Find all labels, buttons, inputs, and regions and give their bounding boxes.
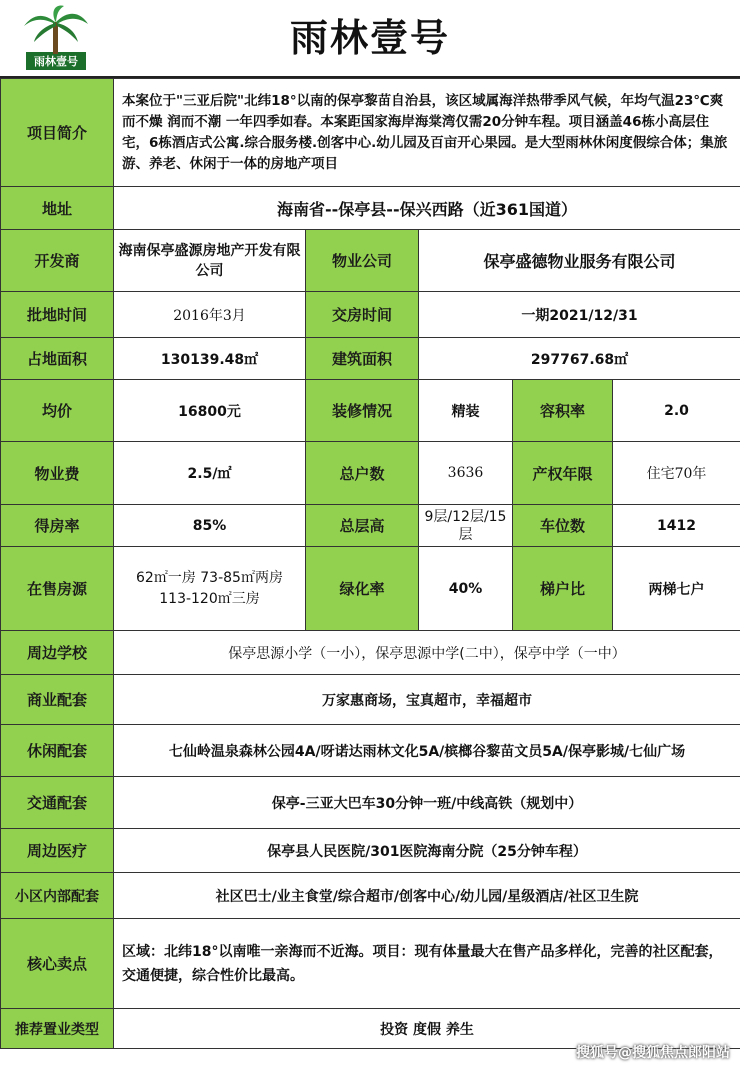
transport-label: 交通配套 — [1, 777, 114, 829]
efficiency-value: 85% — [114, 505, 306, 547]
table-row — [1, 829, 740, 873]
intro-text: 本案位于"三亚后院"北纬18°以南的保亭黎苗自治县，该区域属海洋热带季风气候，年均气温23℃爽而不燥 润而不潮 一年四季如春。本案距国家海岸海棠湾仅需20分钟车程。项目涵盖46栋小高层住宅，6栋酒店式公寓.综合服务楼.创客中心.幼儿园及百亩开心果园。是大型雨林休闲度假综合体；集旅游、养老、休闲于一体的房地产项目 — [114, 79, 740, 187]
green-label: 绿化率 — [306, 547, 419, 631]
table-row — [1, 442, 740, 505]
table-row — [1, 919, 740, 1009]
header — [0, 0, 740, 78]
sale-value-line-1: 62㎡一房 73-85㎡两房 — [136, 569, 283, 586]
green-value: 40% — [419, 547, 513, 631]
core-value: 区域：北纬18°以南唯一亲海而不近海。项目：现有体量最大在售产品多样化，完善的社区配套，交通便捷，综合性价比最高。 — [114, 919, 740, 1009]
info-table — [0, 78, 740, 1049]
internal-value: 社区巴士/业主食堂/综合超市/创客中心/幼儿园/星级酒店/社区卫生院 — [114, 873, 740, 919]
table-row — [1, 725, 740, 777]
watermark: 搜狐号@搜狐焦点郎阳站 — [576, 1045, 730, 1061]
developer-value: 海南保亭盛源房地产开发有限公司 — [114, 230, 306, 292]
decor-label: 装修情况 — [306, 380, 419, 442]
far-value: 2.0 — [613, 380, 740, 442]
school-value: 保亭思源小学（一小），保亭思源中学(二中），保亭中学（一中） — [114, 631, 740, 675]
medical-label: 周边医疗 — [1, 829, 114, 873]
build-area-value: 297767.68㎡ — [419, 338, 740, 380]
floors-value: 9层/12层/15层 — [419, 505, 513, 547]
table-row — [1, 230, 740, 292]
sale-label: 在售房源 — [1, 547, 114, 631]
medical-value: 保亭县人民医院/301医院海南分院（25分钟车程） — [114, 829, 740, 873]
property-co-label: 物业公司 — [306, 230, 419, 292]
build-area-label: 建筑面积 — [306, 338, 419, 380]
price-label: 均价 — [1, 380, 114, 442]
households-label: 总户数 — [306, 442, 419, 505]
elevator-value: 两梯七户 — [613, 547, 740, 631]
intro-label: 项目简介 — [1, 79, 114, 187]
land-area-value: 130139.48㎡ — [114, 338, 306, 380]
page-title: 雨林壹号 — [289, 16, 450, 60]
table-row — [1, 777, 740, 829]
tenure-label: 产权年限 — [513, 442, 613, 505]
table-row — [1, 380, 740, 442]
land-date-value: 2016年3月 — [114, 292, 306, 338]
logo-text: 雨林壹号 — [34, 55, 78, 68]
school-label: 周边学校 — [1, 631, 114, 675]
recommend-label: 推荐置业类型 — [1, 1009, 114, 1049]
table-row — [1, 873, 740, 919]
internal-label: 小区内部配套 — [1, 873, 114, 919]
fee-label: 物业费 — [1, 442, 114, 505]
land-area-label: 占地面积 — [1, 338, 114, 380]
elevator-label: 梯户比 — [513, 547, 613, 631]
table-row — [1, 631, 740, 675]
land-date-label: 批地时间 — [1, 292, 114, 338]
table-row — [1, 505, 740, 547]
address-label: 地址 — [1, 187, 114, 230]
fee-value: 2.5/㎡ — [114, 442, 306, 505]
address-value: 海南省--保亭县--保兴西路（近361国道） — [114, 187, 740, 230]
parking-value: 1412 — [613, 505, 740, 547]
property-co-value: 保亭盛德物业服务有限公司 — [419, 230, 740, 292]
efficiency-label: 得房率 — [1, 505, 114, 547]
table-row — [1, 338, 740, 380]
commerce-label: 商业配套 — [1, 675, 114, 725]
commerce-value: 万家惠商场，宝真超市，幸福超市 — [114, 675, 740, 725]
tenure-value: 住宅70年 — [613, 442, 740, 505]
floors-label: 总层高 — [306, 505, 419, 547]
sale-value — [114, 547, 306, 631]
developer-label: 开发商 — [1, 230, 114, 292]
table-row — [1, 187, 740, 230]
leisure-value: 七仙岭温泉森林公园4A/呀诺达雨林文化5A/槟榔谷黎苗文员5A/保亭影城/七仙广场 — [114, 725, 740, 777]
delivery-value: 一期2021/12/31 — [419, 292, 740, 338]
recommend-value: 投资 度假 养生 — [114, 1009, 740, 1049]
leisure-label: 休闲配套 — [1, 725, 114, 777]
table-row — [1, 675, 740, 725]
table-row — [1, 292, 740, 338]
decor-value: 精装 — [419, 380, 513, 442]
parking-label: 车位数 — [513, 505, 613, 547]
households-value: 3636 — [419, 442, 513, 505]
sale-value-line-2: 113-120㎡三房 — [159, 590, 260, 607]
table-row — [1, 79, 740, 187]
delivery-label: 交房时间 — [306, 292, 419, 338]
table-row — [1, 547, 740, 631]
price-value: 16800元 — [114, 380, 306, 442]
core-label: 核心卖点 — [1, 919, 114, 1009]
far-label: 容积率 — [513, 380, 613, 442]
transport-value: 保亭-三亚大巴车30分钟一班/中线高铁（规划中） — [114, 777, 740, 829]
